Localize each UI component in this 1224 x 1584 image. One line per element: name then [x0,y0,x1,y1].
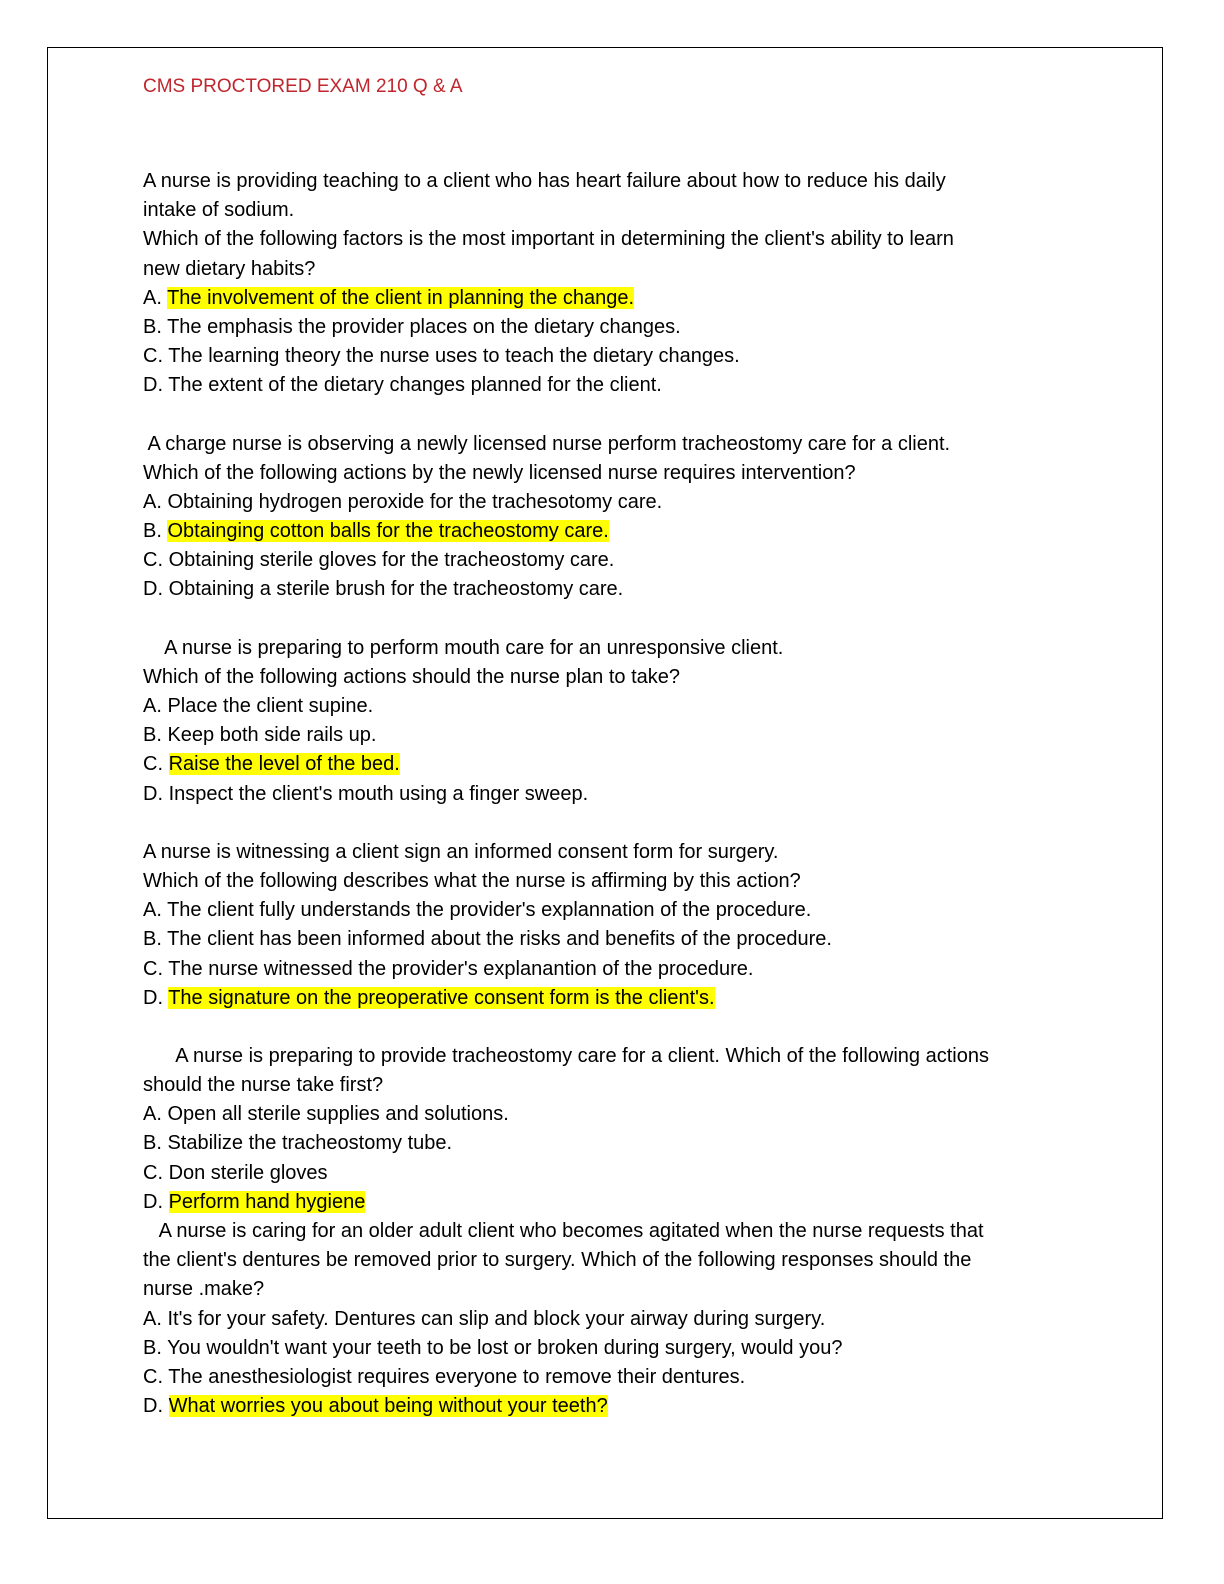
document-title: CMS PROCTORED EXAM 210 Q & A [143,76,463,97]
answer-option [143,575,1103,604]
spacer [143,401,1103,430]
spacer [143,605,1103,634]
highlighted-answer-text: The involvement of the client in planning the change. [167,286,635,309]
answer-option [143,984,1103,1013]
question-text-line: A charge nurse is observing a newly licensed nurse perform tracheostomy care for a client. [143,432,951,455]
option-letter: B. [143,315,168,338]
option-letter: A. [143,1307,168,1330]
option-text: The nurse witnessed the provider's explanantion of the procedure. [168,957,754,980]
option-letter: A. [143,286,168,309]
spacer [143,1013,1103,1042]
option-letter: B. [143,1132,168,1155]
option-text: The extent of the dietary changes planned for the client. [168,374,662,397]
option-letter: B. [143,928,168,951]
option-text: Obtaining hydrogen peroxide for the trachesotomy care. [167,490,663,513]
highlighted-answer-text: What worries you about being without your teeth? [168,1395,608,1418]
answer-option [143,1159,1103,1188]
answer-option [143,1363,1103,1392]
option-letter: C. [143,1161,169,1184]
option-text: Open all sterile supplies and solutions. [167,1103,509,1126]
answer-option [143,1100,1103,1129]
question-block [143,1042,1103,1217]
option-text: Inspect the client's mouth using a finger sweep. [168,782,589,805]
question-text-line: the client's dentures be removed prior to surgery. Which of the following responses should the [143,1249,972,1272]
answer-option [143,488,1103,517]
answer-option [143,1334,1103,1363]
question-text-line: Which of the following actions by the newly licensed nurse requires intervention? [143,461,856,484]
highlighted-answer-text: Perform hand hygiene [168,1190,366,1213]
option-text: It's for your safety. Dentures can slip and block your airway during surgery. [167,1307,826,1330]
answer-option [143,692,1103,721]
question-text-line: A nurse is providing teaching to a client who has heart failure about how to reduce his daily [143,170,946,192]
option-text: Don sterile gloves [168,1161,328,1184]
answer-option [143,721,1103,750]
question-text-line: nurse .make? [143,1278,265,1301]
question-text-line: intake of sodium. [143,199,295,222]
option-letter: D. [143,986,169,1009]
answer-option [143,780,1103,809]
option-letter: A. [143,490,168,513]
question-block [143,838,1103,1013]
option-text: Place the client supine. [167,695,374,717]
question-block [143,1217,1103,1421]
question-text-line: should the nurse take first? [143,1074,384,1097]
option-letter: B. [143,520,168,543]
answer-option [143,1188,1103,1217]
question-text-line: new dietary habits? [143,257,316,280]
option-letter: A. [143,1103,168,1126]
option-letter: B. [143,1336,168,1359]
question-text-line: A nurse is caring for an older adult client who becomes agitated when the nurse requests that [143,1220,984,1242]
question-text-line: A nurse is witnessing a client sign an informed consent form for surgery. [143,840,779,863]
option-text: The emphasis the provider places on the dietary changes. [167,315,681,338]
option-text: The client fully understands the provider's explannation of the procedure. [167,899,812,922]
option-letter: C. [143,1365,169,1388]
document-content [143,72,1103,1421]
answer-option [143,342,1103,371]
option-letter: B. [143,724,168,747]
answer-option [143,1129,1103,1158]
highlighted-answer-text: The signature on the preoperative consent form is the client's. [168,986,715,1009]
answer-option [143,896,1103,925]
option-text: Obtaining sterile gloves for the tracheostomy care. [168,549,615,572]
spacer [143,101,1103,167]
option-text: Obtaining a sterile brush for the tracheostomy care. [168,578,624,601]
question-block [143,167,1103,401]
option-letter: C. [143,753,169,776]
spacer [143,809,1103,838]
option-letter: D. [143,1190,169,1213]
question-list [143,167,1103,1421]
question-block [143,634,1103,809]
option-letter: C. [143,957,169,980]
answer-option [143,955,1103,984]
answer-option [143,1392,1103,1421]
option-letter: A. [143,899,168,922]
highlighted-answer-text: Obtainging cotton balls for the tracheostomy care. [167,520,609,543]
option-letter: D. [143,1395,169,1418]
question-text-line: Which of the following factors is the most important in determining the client's ability to learn [143,228,954,251]
answer-option [143,313,1103,342]
highlighted-answer-text: Raise the level of the bed. [168,753,400,776]
option-text: The anesthesiologist requires everyone to remove their dentures. [168,1365,746,1388]
answer-option [143,750,1103,779]
answer-option [143,284,1103,313]
option-text: The learning theory the nurse uses to teach the dietary changes. [168,345,740,368]
answer-option [143,1305,1103,1334]
option-letter: C. [143,549,169,572]
answer-option [143,371,1103,400]
answer-option [143,517,1103,546]
question-text-line: A nurse is preparing to perform mouth care for an unresponsive client. [143,636,784,659]
option-text: Stabilize the tracheostomy tube. [167,1132,453,1155]
option-text: The client has been informed about the risks and benefits of the procedure. [167,928,832,951]
question-text-line: A nurse is preparing to provide tracheostomy care for a client. Which of the following actions [143,1044,989,1067]
answer-option [143,925,1103,954]
option-letter: D. [143,578,169,601]
option-letter: C. [143,345,169,368]
option-letter: D. [143,374,169,397]
option-letter: A. [143,695,168,717]
answer-option [143,546,1103,575]
question-text-line: Which of the following actions should the nurse plan to take? [143,665,680,688]
option-text: You wouldn't want your teeth to be lost or broken during surgery, would you? [167,1336,843,1359]
question-block [143,430,1103,605]
option-letter: D. [143,782,169,805]
option-text: Keep both side rails up. [167,724,377,747]
question-text-line: Which of the following describes what the nurse is affirming by this action? [143,869,801,892]
